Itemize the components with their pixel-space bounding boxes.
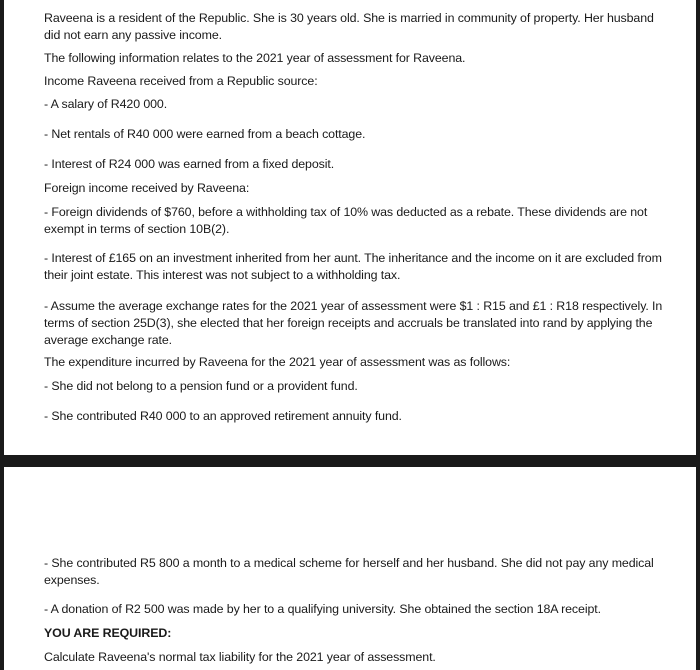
foreign-heading: Foreign income received by Raveena:	[44, 181, 250, 195]
medical-item: - She contributed R5 800 a month to a medical scheme for herself and her husband. She did not pay any medical expenses.	[44, 556, 654, 587]
pension-item: - She did not belong to a pension fund or a provident fund.	[44, 379, 358, 393]
interest-item: - Interest of R24 000 was earned from a fixed deposit.	[44, 157, 335, 171]
pound-interest-item: - Interest of £165 on an investment inherited from her aunt. The inheritance and the income on it are excluded from their joint estate. This interest was not subject to a withholding tax.	[44, 251, 662, 282]
task-text: Calculate Raveena's normal tax liability for the 2021 year of assessment.	[44, 650, 436, 664]
exchange-item: - Assume the average exchange rates for the 2021 year of assessment were $1 : R15 and £1 : R18 respectively. In terms of section 25D(3), she elected that her foreign receipts and accruals be translated into rand by applying the average exchange rate.	[44, 299, 663, 347]
question-panel-bottom	[4, 467, 696, 670]
dividends-item: - Foreign dividends of $760, before a withholding tax of 10% was deducted as a rebate. These dividends are not exempt in terms of section 10B(2).	[44, 205, 648, 236]
donation-item: - A donation of R2 500 was made by her to a qualifying university. She obtained the section 18A receipt.	[44, 602, 601, 616]
info-paragraph: The following information relates to the 2021 year of assessment for Raveena.	[44, 51, 466, 65]
income-heading: Income Raveena received from a Republic source:	[44, 74, 318, 88]
retirement-item: - She contributed R40 000 to an approved retirement annuity fund.	[44, 409, 402, 423]
salary-item: - A salary of R420 000.	[44, 97, 168, 111]
intro-paragraph: Raveena is a resident of the Republic. She is 30 years old. She is married in community of property. Her husband did not earn any passive income.	[44, 11, 654, 42]
expenditure-heading: The expenditure incurred by Raveena for the 2021 year of assessment was as follows:	[44, 355, 511, 369]
question-panel-top	[4, 0, 696, 455]
rentals-item: - Net rentals of R40 000 were earned from a beach cottage.	[44, 127, 366, 141]
required-heading: YOU ARE REQUIRED:	[44, 626, 172, 640]
